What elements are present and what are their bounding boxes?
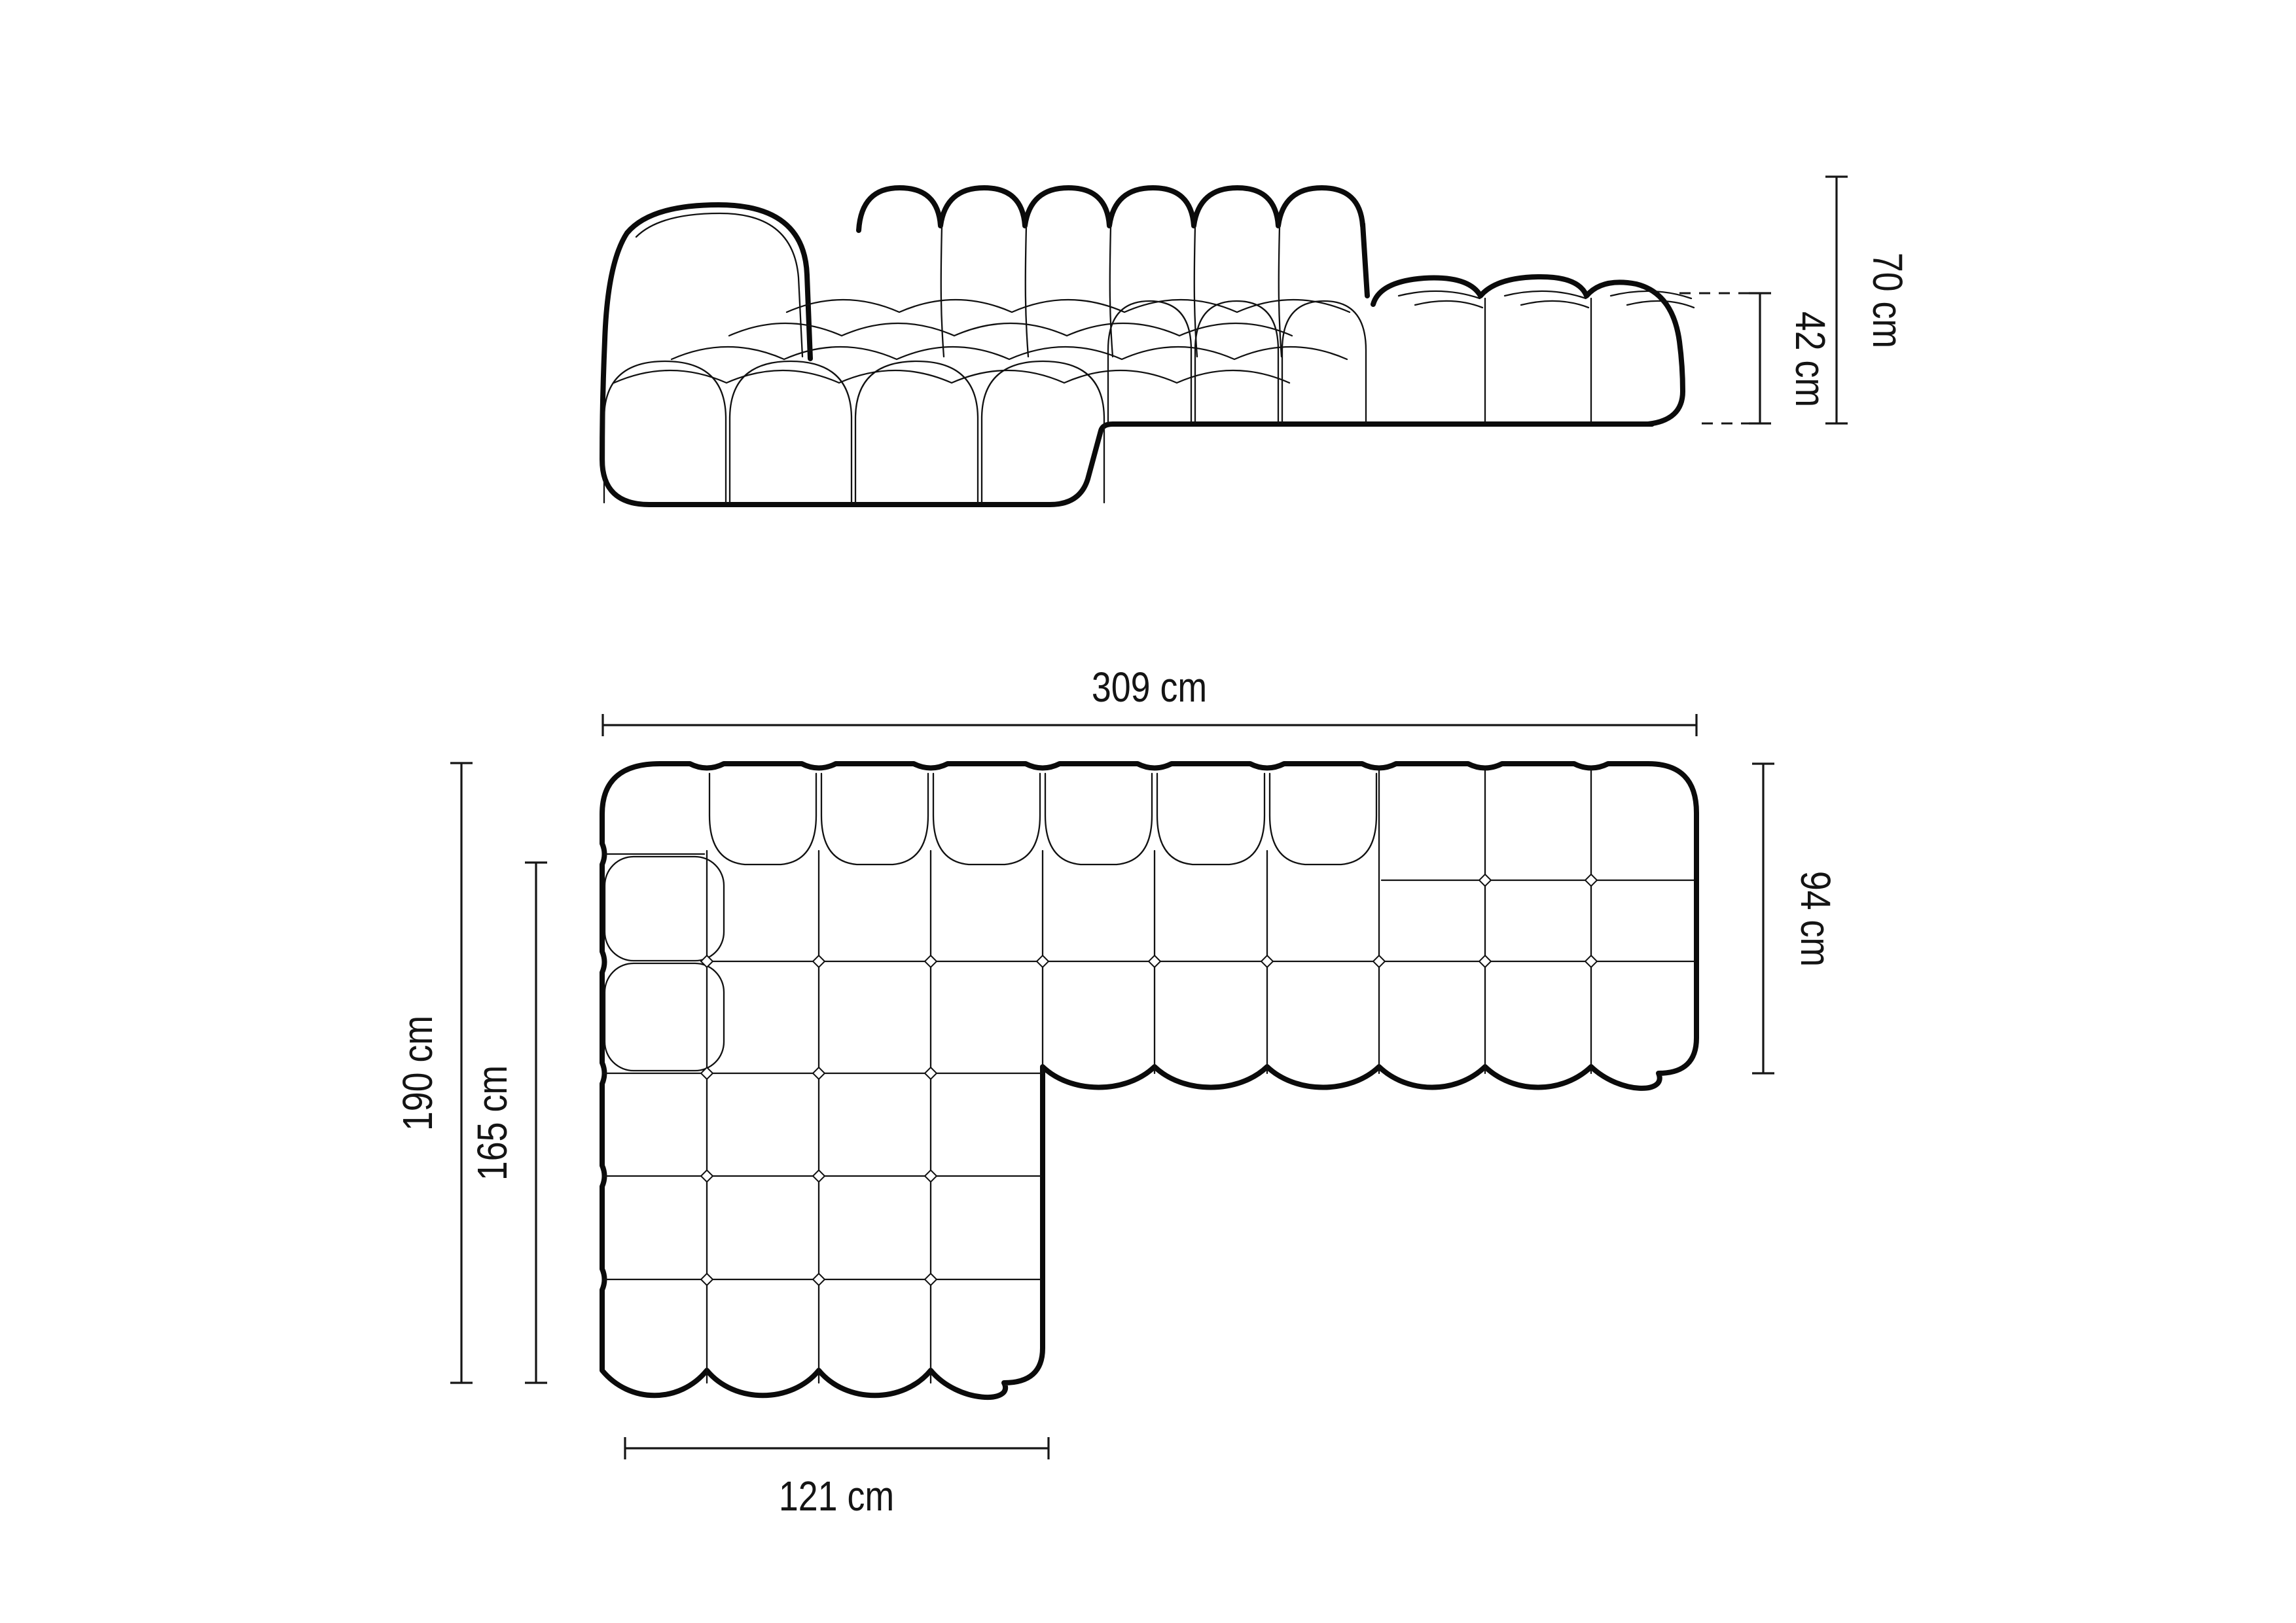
plan-tufting-button <box>701 955 713 967</box>
front-sofa-drawing <box>602 188 1694 505</box>
plan-tufting-button <box>1585 874 1597 886</box>
total-width-label: 309 cm <box>1091 663 1208 711</box>
dimension-line-94 <box>1752 764 1774 1073</box>
plan-arm-module <box>605 857 724 961</box>
front-elevation-view <box>602 177 1911 505</box>
dimension-line-42 <box>1749 293 1771 423</box>
front-seat-scallop-row <box>672 347 1347 359</box>
front-chaise-column <box>730 361 852 503</box>
front-low-echo <box>1627 301 1694 308</box>
seat-height-label: 42 cm <box>1786 311 1835 408</box>
front-low-echo <box>1505 291 1586 298</box>
plan-tufting-button <box>701 1170 713 1182</box>
front-arm-echo <box>636 213 802 357</box>
total-height-label: 70 cm <box>1863 252 1912 349</box>
front-backrest-seam <box>941 226 944 357</box>
plan-tufting-button <box>1261 955 1273 967</box>
chaise-length-label: 165 cm <box>468 1065 516 1181</box>
plan-tufting-button <box>925 1274 937 1285</box>
plan-backrest-tongue <box>821 774 928 865</box>
plan-arm-module <box>605 963 724 1071</box>
plan-tufting-button <box>925 1067 937 1079</box>
plan-tufting-button <box>1585 955 1597 967</box>
plan-backrest-tongue <box>1045 774 1152 865</box>
front-backrest-seam <box>1026 226 1028 357</box>
front-backrest-seam <box>1279 226 1282 357</box>
front-outline <box>602 205 1652 505</box>
dimension-line-309 <box>603 714 1696 736</box>
chaise-width-label: 121 cm <box>778 1472 895 1520</box>
dimension-total-height <box>1825 177 1911 423</box>
front-low-echo <box>1399 291 1480 298</box>
plan-tufting-button <box>1149 955 1160 967</box>
plan-backrest-tongue <box>1270 774 1376 865</box>
plan-backrest-tongue <box>1157 774 1265 865</box>
dimension-seat-height <box>1679 293 1834 423</box>
plan-backrest-tongue <box>709 774 816 865</box>
front-low-top <box>1373 277 1683 424</box>
plan-backrest-tongue <box>933 774 1040 865</box>
plan-tufting-button <box>925 1170 937 1182</box>
plan-tufting-button <box>925 955 937 967</box>
plan-tufting-button <box>1373 955 1385 967</box>
plan-tufting-button <box>813 1274 825 1285</box>
plan-tufting-button <box>813 1067 825 1079</box>
front-low-echo <box>1415 301 1482 308</box>
plan-tufting-button <box>1037 955 1049 967</box>
front-chaise-column <box>855 361 978 503</box>
front-seat-column <box>1108 301 1191 422</box>
dimension-line-165 <box>525 863 547 1383</box>
dimension-line-121 <box>625 1437 1049 1459</box>
dimension-chaise-width <box>625 1437 1049 1520</box>
front-seat-column <box>1282 301 1366 422</box>
front-backrest-seam <box>1110 226 1113 357</box>
dimension-chaise-length <box>469 863 547 1383</box>
plan-tufting-button <box>1479 955 1491 967</box>
front-low-echo <box>1521 301 1588 308</box>
plan-tufting-button <box>701 1274 713 1285</box>
front-backrest-right-edge <box>1363 224 1367 296</box>
front-seat-column <box>1195 301 1278 422</box>
plan-tufting-button <box>1479 874 1491 886</box>
plan-outline <box>602 764 1696 1397</box>
body-depth-label: 94 cm <box>1791 870 1840 967</box>
front-backrest-top <box>859 188 1363 230</box>
plan-sofa-drawing <box>602 764 1696 1397</box>
dimension-total-depth <box>394 763 473 1383</box>
plan-tufting-button <box>813 955 825 967</box>
total-depth-label: 190 cm <box>393 1015 442 1132</box>
front-seat-scallop-row <box>729 323 1292 336</box>
top-plan-view <box>394 664 1840 1520</box>
plan-tufting-button <box>813 1170 825 1182</box>
dimension-body-depth <box>1752 764 1839 1073</box>
dimension-total-width <box>603 664 1696 736</box>
front-chaise-column <box>604 361 726 503</box>
